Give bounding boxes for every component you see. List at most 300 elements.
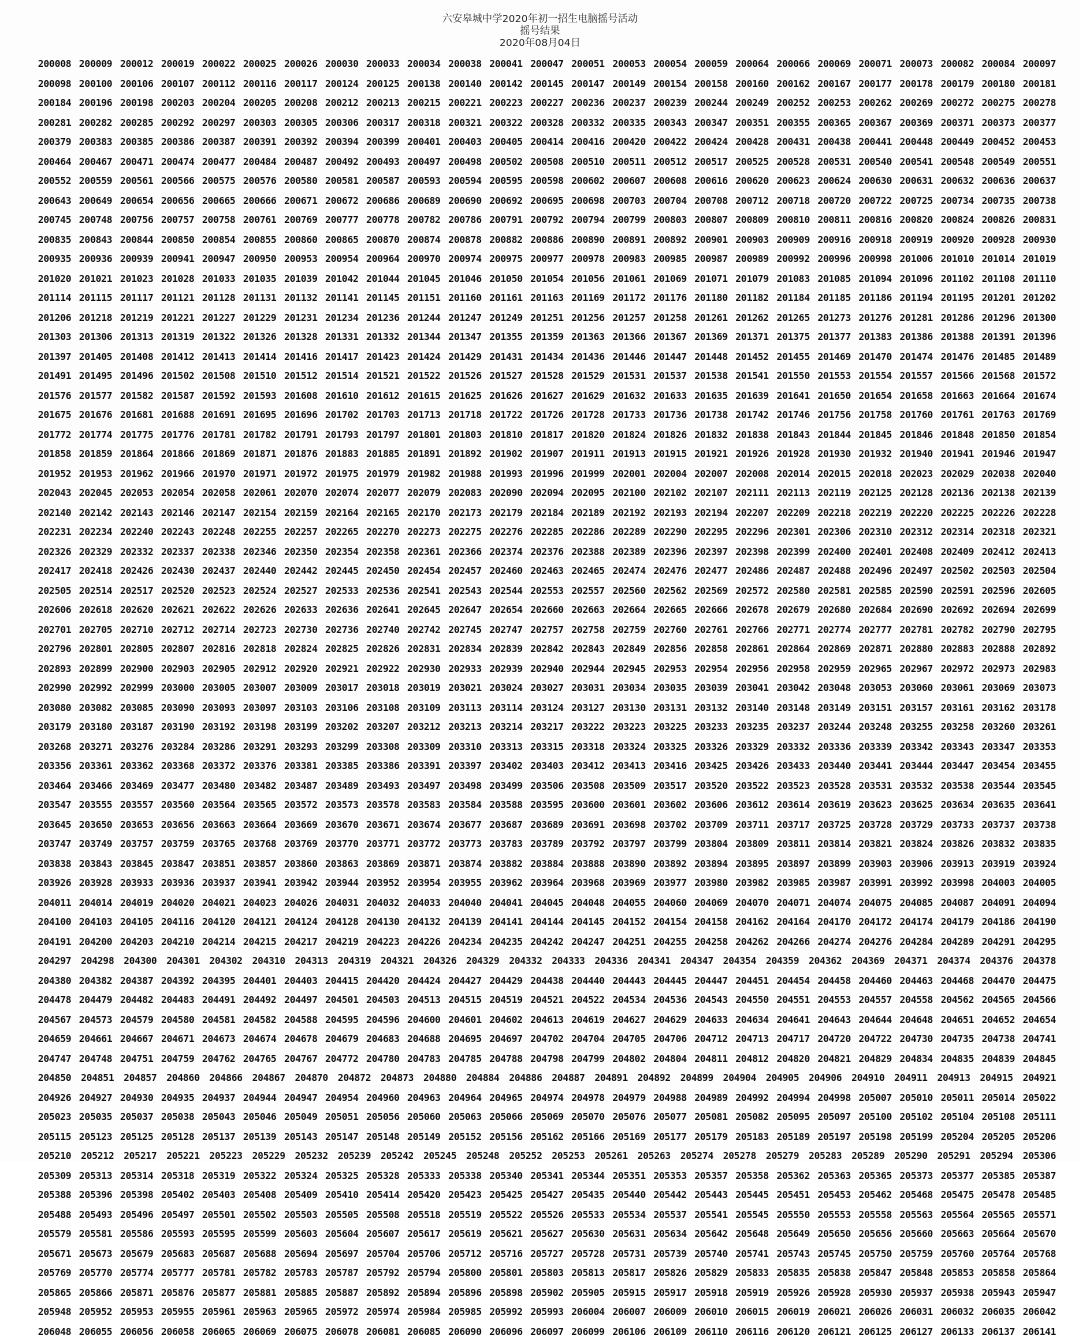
result-number-cell: 200575 [202,172,235,192]
result-number-cell: 200824 [941,211,974,231]
result-number-cell: 205993 [530,1303,563,1323]
result-number-cell: 202633 [284,601,317,621]
result-number-cell: 206110 [695,1323,728,1342]
result-number-cell: 205953 [120,1303,153,1323]
result-number-cell: 204070 [736,894,769,914]
result-number-cell: 200791 [489,211,522,231]
result-number-cell: 204860 [166,1069,199,1089]
result-number-cell: 200656 [161,192,194,212]
result-number-cell: 205353 [653,1167,686,1187]
result-number-cell: 202219 [859,504,892,524]
result-number-cell: 202572 [736,582,769,602]
result-number-cell: 200355 [777,114,810,134]
result-number-cell: 202824 [284,640,317,660]
result-number-cell: 205894 [407,1284,440,1304]
result-number-cell: 205338 [448,1167,481,1187]
result-number-cell: 201405 [79,348,112,368]
result-number-cell: 203583 [407,796,440,816]
result-number-cell: 201907 [530,445,563,465]
result-number-cell: 205697 [325,1245,358,1265]
result-number-cell: 201854 [1023,426,1056,446]
result-number-cell: 205420 [407,1186,440,1206]
result-number-cell: 203332 [777,738,810,758]
result-number-cell: 204116 [161,913,194,933]
result-number-cell: 203811 [777,835,810,855]
result-number-cell: 204301 [166,952,199,972]
result-number-cell: 201526 [448,367,481,387]
result-number-cell: 203103 [284,699,317,719]
document-subtitle: 摇号结果 [0,26,1080,38]
result-number-cell: 204634 [736,1011,769,1031]
result-number-cell: 202225 [941,504,974,524]
result-number-cell: 201042 [325,270,358,290]
result-number-cell: 202560 [612,582,645,602]
result-number-cell: 203584 [448,796,481,816]
result-number-cell: 205177 [653,1128,686,1148]
result-number-cell: 201541 [736,367,769,387]
result-number-cell: 203343 [941,738,974,758]
result-number-cell: 202289 [612,523,645,543]
result-number-cell: 206133 [941,1323,974,1342]
result-number-cell: 202004 [653,465,686,485]
result-number-cell: 201826 [653,426,686,446]
result-number-cell: 204702 [530,1030,563,1050]
result-number-cell: 200422 [653,133,686,153]
result-number-cell: 201359 [530,328,563,348]
result-number-cell: 201069 [653,270,686,290]
result-number-cell: 204319 [338,952,371,972]
result-number-cell: 202193 [653,504,686,524]
result-number-cell: 200147 [571,75,604,95]
result-number-cell: 201568 [982,367,1015,387]
result-number-cell: 202209 [777,504,810,524]
result-number-cell: 205049 [284,1108,317,1128]
result-number-cell: 205853 [941,1264,974,1284]
table-row [38,426,1056,446]
result-number-cell: 204190 [1023,913,1056,933]
result-number-cell: 203381 [284,757,317,777]
result-number-cell: 203213 [448,718,481,738]
result-number-cell: 203619 [818,796,851,816]
result-number-cell: 205095 [777,1108,810,1128]
result-number-cell: 203906 [900,855,933,875]
result-number-cell: 201932 [859,445,892,465]
result-number-cell: 203412 [571,757,604,777]
result-number-cell: 202220 [900,504,933,524]
result-number-cell: 200608 [653,172,686,192]
result-number-cell: 202476 [653,562,686,582]
result-number-cell: 200269 [900,94,933,114]
result-number-cell: 201845 [859,426,892,446]
result-number-cell: 203017 [325,679,358,699]
result-number-cell: 201194 [900,289,933,309]
result-number-cell: 200208 [284,94,317,114]
result-number-cell: 205505 [325,1206,358,1226]
result-number-cell: 202967 [900,660,933,680]
result-number-cell: 203772 [407,835,440,855]
result-number-cell: 200643 [38,192,71,212]
result-number-cell: 202856 [653,640,686,660]
result-number-cell: 201941 [941,445,974,465]
result-number-cell: 201627 [530,387,563,407]
result-number-cell: 201054 [530,270,563,290]
result-number-cell: 202218 [818,504,851,524]
result-number-cell: 202310 [859,523,892,543]
result-number-cell: 205985 [448,1303,481,1323]
result-number-cell: 203557 [120,796,153,816]
result-number-cell: 204445 [653,972,686,992]
result-number-cell: 204424 [407,972,440,992]
result-number-cell: 200559 [79,172,112,192]
result-number-cell: 202782 [941,621,974,641]
result-number-cell: 201641 [777,387,810,407]
result-number-cell: 201658 [900,387,933,407]
table-row [38,1323,1056,1342]
result-number-cell: 200178 [900,75,933,95]
result-number-cell: 201470 [859,348,892,368]
result-number-cell: 204440 [571,972,604,992]
result-number-cell: 202690 [900,601,933,621]
result-number-cell: 202329 [79,543,112,563]
result-number-cell: 200593 [407,172,440,192]
result-number-cell: 205915 [612,1284,645,1304]
result-number-cell: 203271 [79,738,112,758]
result-number-cell: 200891 [612,231,645,251]
result-number-cell: 203222 [571,718,604,738]
result-number-cell: 205522 [489,1206,522,1226]
result-number-cell: 205388 [38,1186,71,1206]
result-number-cell: 206042 [1023,1303,1056,1323]
document-title: 六安皋城中学2020年初一招生电脑摇号活动 [0,14,1080,26]
result-number-cell: 200607 [612,172,645,192]
result-number-cell: 202921 [325,660,358,680]
result-number-cell: 200394 [325,133,358,153]
result-number-cell: 200198 [120,94,153,114]
table-row [38,874,1056,894]
result-number-cell: 203937 [202,874,235,894]
result-number-cell: 202366 [448,543,481,563]
result-number-cell: 202147 [202,504,235,524]
result-number-cell: 204866 [209,1069,242,1089]
result-number-cell: 205123 [79,1128,112,1148]
result-number-cell: 203892 [653,855,686,875]
result-number-cell: 201452 [736,348,769,368]
result-number-cell: 200854 [202,231,235,251]
table-row [38,328,1056,348]
result-number-cell: 206141 [1023,1323,1056,1342]
result-number-cell: 203545 [1023,777,1056,797]
result-number-cell: 201322 [202,328,235,348]
result-number-cell: 205768 [1023,1245,1056,1265]
result-number-cell: 205750 [859,1245,892,1265]
result-number-cell: 200996 [818,250,851,270]
result-number-cell: 205864 [1023,1264,1056,1284]
table-row [38,211,1056,231]
result-number-cell: 206096 [489,1323,522,1342]
result-number-cell: 205565 [982,1206,1015,1226]
result-number-cell: 201761 [941,406,974,426]
result-number-cell: 200365 [818,114,851,134]
result-number-cell: 204460 [859,972,892,992]
result-number-cell: 204913 [937,1069,970,1089]
result-number-cell: 205037 [120,1108,153,1128]
result-number-cell: 200936 [79,250,112,270]
result-number-cell: 204374 [937,952,970,972]
result-number-cell: 206097 [530,1323,563,1342]
result-number-cell: 203299 [325,738,358,758]
result-number-cell: 203926 [38,874,71,894]
result-number-cell: 204674 [243,1030,276,1050]
result-number-cell: 204867 [252,1069,285,1089]
result-number-cell: 203773 [448,835,481,855]
result-number-cell: 201703 [366,406,399,426]
table-row [38,952,1056,972]
result-number-cell: 204130 [366,913,399,933]
result-number-cell: 202557 [571,582,604,602]
result-number-cell: 201247 [448,309,481,329]
result-number-cell: 202255 [243,523,276,543]
result-number-cell: 205340 [489,1167,522,1187]
result-number-cell: 204839 [982,1050,1015,1070]
result-number-cell: 201377 [818,328,851,348]
result-number-cell: 201930 [818,445,851,465]
result-number-cell: 204298 [81,952,114,972]
result-number-cell: 200983 [612,250,645,270]
result-number-cell: 203413 [612,757,645,777]
result-number-cell: 200377 [1023,114,1056,134]
result-number-cell: 203466 [79,777,112,797]
result-number-cell: 206109 [653,1323,686,1342]
result-number-cell: 203035 [653,679,686,699]
result-number-cell: 202954 [695,660,728,680]
result-number-cell: 206127 [900,1323,933,1342]
result-number-cell: 200690 [448,192,481,212]
result-number-cell: 202527 [284,582,317,602]
result-number-cell: 202771 [777,621,810,641]
result-number-cell: 202474 [612,562,645,582]
result-number-cell: 203677 [448,816,481,836]
table-row [38,484,1056,504]
result-number-cell: 202517 [120,582,153,602]
result-number-cell: 203728 [859,816,892,836]
result-number-cell: 202710 [120,621,153,641]
table-row [38,991,1056,1011]
result-number-cell: 200100 [79,75,112,95]
result-number-cell: 205706 [407,1245,440,1265]
result-number-cell: 201971 [243,465,276,485]
result-number-cell: 202125 [859,484,892,504]
result-number-cell: 204944 [243,1089,276,1109]
result-number-cell: 202014 [777,465,810,485]
result-number-cell: 205905 [571,1284,604,1304]
result-number-cell: 201485 [982,348,1015,368]
result-number-cell: 201114 [38,289,71,309]
table-row [38,367,1056,387]
result-number-cell: 202094 [530,484,563,504]
result-number-cell: 205125 [120,1128,153,1148]
result-number-cell: 201554 [859,367,892,387]
result-number-cell: 200145 [530,75,563,95]
result-number-cell: 200665 [202,192,235,212]
result-number-cell: 203109 [407,699,440,719]
result-number-cell: 206035 [982,1303,1015,1323]
result-number-cell: 204802 [612,1050,645,1070]
result-number-cell: 203469 [120,777,153,797]
result-number-cell: 200941 [161,250,194,270]
result-number-cell: 203376 [243,757,276,777]
table-row [38,1206,1056,1226]
result-number-cell: 202666 [695,601,728,621]
result-number-cell: 200249 [736,94,769,114]
result-number-cell: 201151 [407,289,440,309]
result-number-cell: 204429 [489,972,522,992]
result-number-cell: 201469 [818,348,851,368]
result-number-cell: 204369 [851,952,884,972]
result-number-cell: 203832 [982,835,1015,855]
result-number-cell: 202805 [120,640,153,660]
result-number-cell: 202265 [325,523,358,543]
result-number-cell: 203671 [366,816,399,836]
result-number-cell: 203954 [407,874,440,894]
result-number-cell: 203874 [448,855,481,875]
result-number-cell: 205503 [284,1206,317,1226]
result-number-cell: 200541 [900,153,933,173]
result-number-cell: 205656 [859,1225,892,1245]
result-number-cell: 200053 [612,55,645,75]
result-number-cell: 200142 [489,75,522,95]
result-number-cell: 205046 [243,1108,276,1128]
result-number-cell: 200177 [859,75,892,95]
result-number-cell: 200322 [489,114,522,134]
result-number-cell: 202654 [489,601,522,621]
result-number-cell: 200213 [366,94,399,114]
result-number-cell: 201083 [777,270,810,290]
result-number-cell: 202940 [530,660,563,680]
result-number-cell: 201071 [695,270,728,290]
result-number-cell: 201557 [900,367,933,387]
result-number-cell: 205631 [612,1225,645,1245]
result-number-cell: 200860 [284,231,317,251]
result-number-cell: 205965 [284,1303,317,1323]
result-number-cell: 202417 [38,562,71,582]
result-number-cell: 200160 [736,75,769,95]
result-number-cell: 200106 [120,75,153,95]
table-row [38,757,1056,777]
result-number-cell: 204579 [120,1011,153,1031]
result-number-cell: 201195 [941,289,974,309]
result-number-cell: 200125 [366,75,399,95]
result-number-cell: 202083 [448,484,481,504]
result-number-cell: 203061 [941,679,974,699]
result-number-cell: 202408 [900,543,933,563]
result-number-cell: 205550 [777,1206,810,1226]
result-number-cell: 205291 [937,1147,970,1167]
result-number-cell: 204313 [295,952,328,972]
result-number-cell: 204720 [818,1030,851,1050]
result-number-cell: 201848 [941,426,974,446]
result-number-cell: 203532 [900,777,933,797]
result-number-cell: 200492 [325,153,358,173]
result-number-cell: 204021 [202,894,235,914]
result-number-cell: 201258 [653,309,686,329]
result-number-cell: 200069 [818,55,851,75]
result-number-cell: 200416 [571,133,604,153]
result-number-cell: 205414 [366,1186,399,1206]
result-number-cell: 202839 [489,640,522,660]
result-number-cell: 200508 [530,153,563,173]
result-number-cell: 204321 [381,952,414,972]
result-number-cell: 202712 [161,621,194,641]
result-number-cell: 200581 [325,172,358,192]
result-number-cell: 203623 [859,796,892,816]
result-number-cell: 202159 [284,504,317,524]
result-number-cell: 202905 [202,660,235,680]
result-number-cell: 201979 [366,465,399,485]
result-number-cell: 203362 [120,757,153,777]
result-number-cell: 203113 [448,699,481,719]
result-number-cell: 200903 [736,231,769,251]
result-number-cell: 202413 [1023,543,1056,563]
result-number-cell: 204899 [680,1069,713,1089]
result-number-cell: 203416 [653,757,686,777]
result-number-cell: 202173 [448,504,481,524]
result-number-cell: 202463 [530,562,563,582]
result-number-cell: 201736 [653,406,686,426]
result-number-cell: 201383 [859,328,892,348]
result-number-cell: 204226 [407,933,440,953]
result-number-cell: 203531 [859,777,892,797]
result-number-cell: 203031 [571,679,604,699]
result-number-cell: 205462 [859,1186,892,1206]
result-number-cell: 202523 [202,582,235,602]
result-number-cell: 204144 [530,913,563,933]
table-row [38,445,1056,465]
result-number-cell: 204884 [466,1069,499,1089]
result-number-cell: 205938 [941,1284,974,1304]
result-number-cell: 204033 [407,894,440,914]
result-number-cell: 203261 [1023,718,1056,738]
result-number-cell: 205518 [407,1206,440,1226]
result-number-cell: 205221 [166,1147,199,1167]
result-number-cell: 201713 [407,406,440,426]
result-number-cell: 203286 [202,738,235,758]
result-number-cell: 203845 [120,855,153,875]
result-number-cell: 205333 [407,1167,440,1187]
result-number-cell: 202285 [530,523,563,543]
result-number-cell: 203635 [982,796,1015,816]
result-number-cell: 205571 [1023,1206,1056,1226]
result-number-cell: 203547 [38,796,71,816]
result-number-cell: 202437 [202,562,235,582]
result-number-cell: 205892 [366,1284,399,1304]
result-number-cell: 201793 [325,426,358,446]
result-number-cell: 203759 [161,835,194,855]
result-number-cell: 202248 [202,523,235,543]
result-number-cell: 200989 [736,250,769,270]
result-number-cell: 204904 [723,1069,756,1089]
result-number-cell: 200777 [325,211,358,231]
result-number-cell: 203860 [284,855,317,875]
result-number-cell: 206055 [79,1323,112,1342]
result-number-cell: 200511 [612,153,645,173]
result-number-cell: 203962 [489,874,522,894]
result-number-cell: 205038 [161,1108,194,1128]
result-number-cell: 200379 [38,133,71,153]
result-number-cell: 205283 [809,1147,842,1167]
result-number-cell: 200636 [982,172,1015,192]
result-number-cell: 204722 [859,1030,892,1050]
result-number-cell: 205147 [325,1128,358,1148]
